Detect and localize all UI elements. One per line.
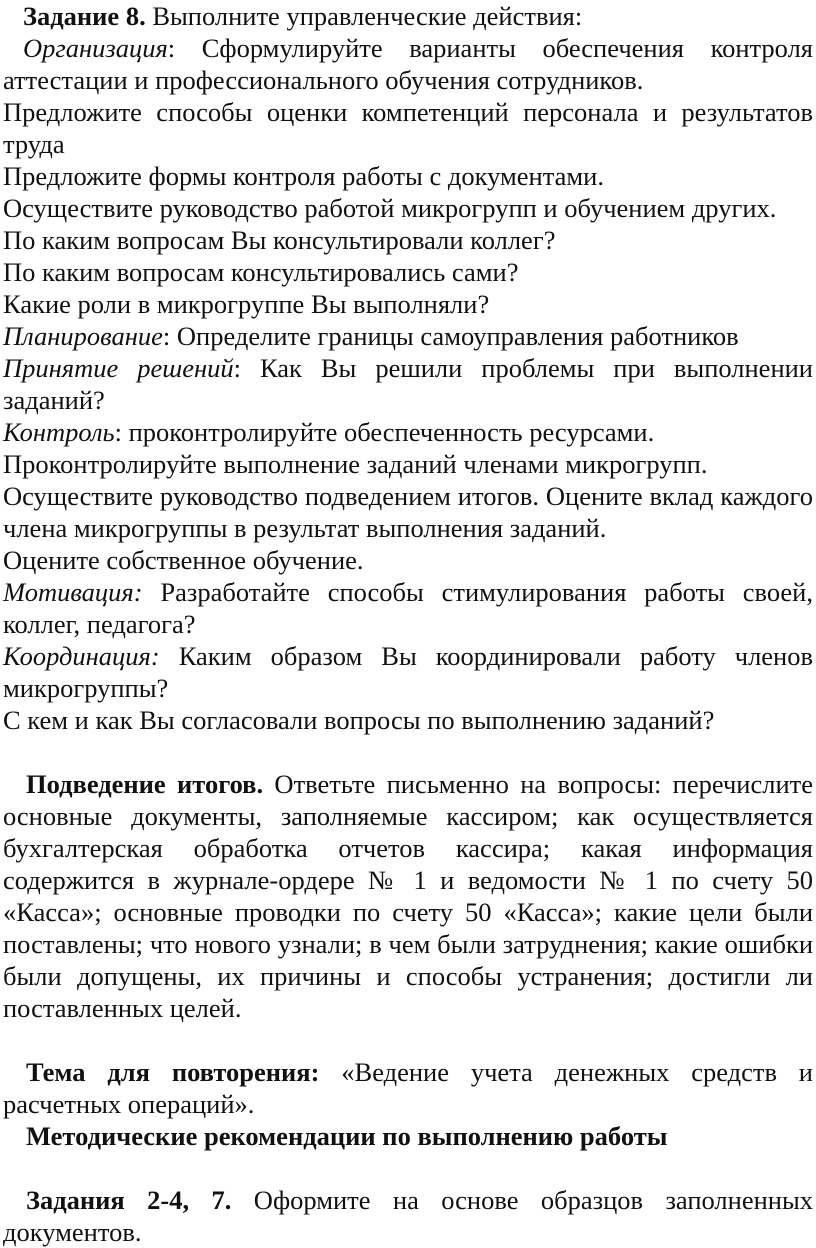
tasks-paragraph: [3, 1184, 813, 1248]
organization-text: : Сформулируйте варианты обеспечения контроля аттестации и профессионального обучения сотрудников.: [3, 33, 813, 95]
control-line-2: Проконтролируйте выполнение заданий членами микрогрупп.: [3, 449, 708, 479]
method-heading: Методические рекомендации по выполнению работы: [26, 1121, 668, 1151]
spacer: [3, 1024, 813, 1056]
planning-paragraph: [3, 320, 813, 352]
task8-heading: Задание 8.: [23, 1, 146, 31]
summary-label: Подведение итогов.: [26, 769, 264, 799]
control-line-3: Осуществите руководство подведением итогов. Оцените вклад каждого члена микрогруппы в результат выполнения заданий.: [3, 481, 813, 543]
control-label: Контроль: [3, 417, 115, 447]
consulted-colleagues-line: По каким вопросам Вы консультировали коллег?: [3, 225, 556, 255]
spacer: [3, 1152, 813, 1184]
organization-label: Организация: [23, 33, 168, 63]
motivation-text: Разработайте способы стимулирования работы своей, коллег, педагога?: [3, 577, 813, 639]
planning-text: : Определите границы самоуправления работников: [162, 321, 739, 351]
decision-label: Принятие решений: [3, 353, 234, 383]
spacer: [3, 736, 813, 768]
repeat-topic-text: «Ведение учета денежных средств и расчетных операций».: [3, 1057, 813, 1119]
coordination-label: Координация:: [3, 641, 160, 671]
control-paragraph: [3, 416, 813, 448]
motivation-label: Мотивация:: [3, 577, 143, 607]
task8-paragraph: [3, 0, 813, 32]
motivation-paragraph: [3, 576, 813, 640]
microgroups-line: Осуществите руководство работой микрогрупп и обучением других.: [3, 193, 777, 223]
organization-paragraph: [3, 32, 813, 96]
coordination-text: Каким образом Вы координировали работу членов микрогруппы?: [3, 641, 813, 703]
decision-text: : Как Вы решили проблемы при выполнении заданий?: [3, 353, 813, 415]
control-line-4: Оцените собственное обучение.: [3, 545, 364, 575]
tasks-label: Задания 2-4, 7.: [26, 1185, 232, 1215]
coordination-line-2: С кем и как Вы согласовали вопросы по выполнению заданий?: [3, 705, 715, 735]
repeat-topic-label: Тема для повторения:: [26, 1057, 320, 1087]
roles-line: Какие роли в микрогруппе Вы выполняли?: [3, 289, 490, 319]
repeat-topic-paragraph: [3, 1056, 813, 1120]
planning-label: Планирование: [3, 321, 163, 351]
consulted-self-line: По каким вопросам консультировались сами?: [3, 257, 519, 287]
coordination-paragraph: [3, 640, 813, 704]
documents-control-line: Предложите формы контроля работы с документами.: [3, 161, 604, 191]
competence-line: Предложите способы оценки компетенций персонала и результатов труда: [3, 97, 813, 159]
summary-paragraph: [3, 768, 813, 1024]
task8-heading-text: Выполните управленческие действия:: [145, 1, 583, 31]
summary-text: Ответьте письменно на вопросы: перечислите основные документы, заполняемые кассиром; как осуществляется бухгалтерская обработка отчетов кассира; какая информация содержится в журнале-ордере № 1 и ведомости № 1 по счету 50 «Касса»; основные проводки по счету 50 «Касса»; какие цели были поставлены; что нового узнали; в чем были затруднения; какие ошибки были допущены, их причины и способы устранения; достигли ли поставленных целей.: [3, 769, 814, 1023]
control-text: : проконтролируйте обеспеченность ресурсами.: [114, 417, 655, 447]
tasks-text: Оформите на основе образцов заполненных документов.: [3, 1185, 813, 1247]
decision-paragraph: [3, 352, 813, 416]
